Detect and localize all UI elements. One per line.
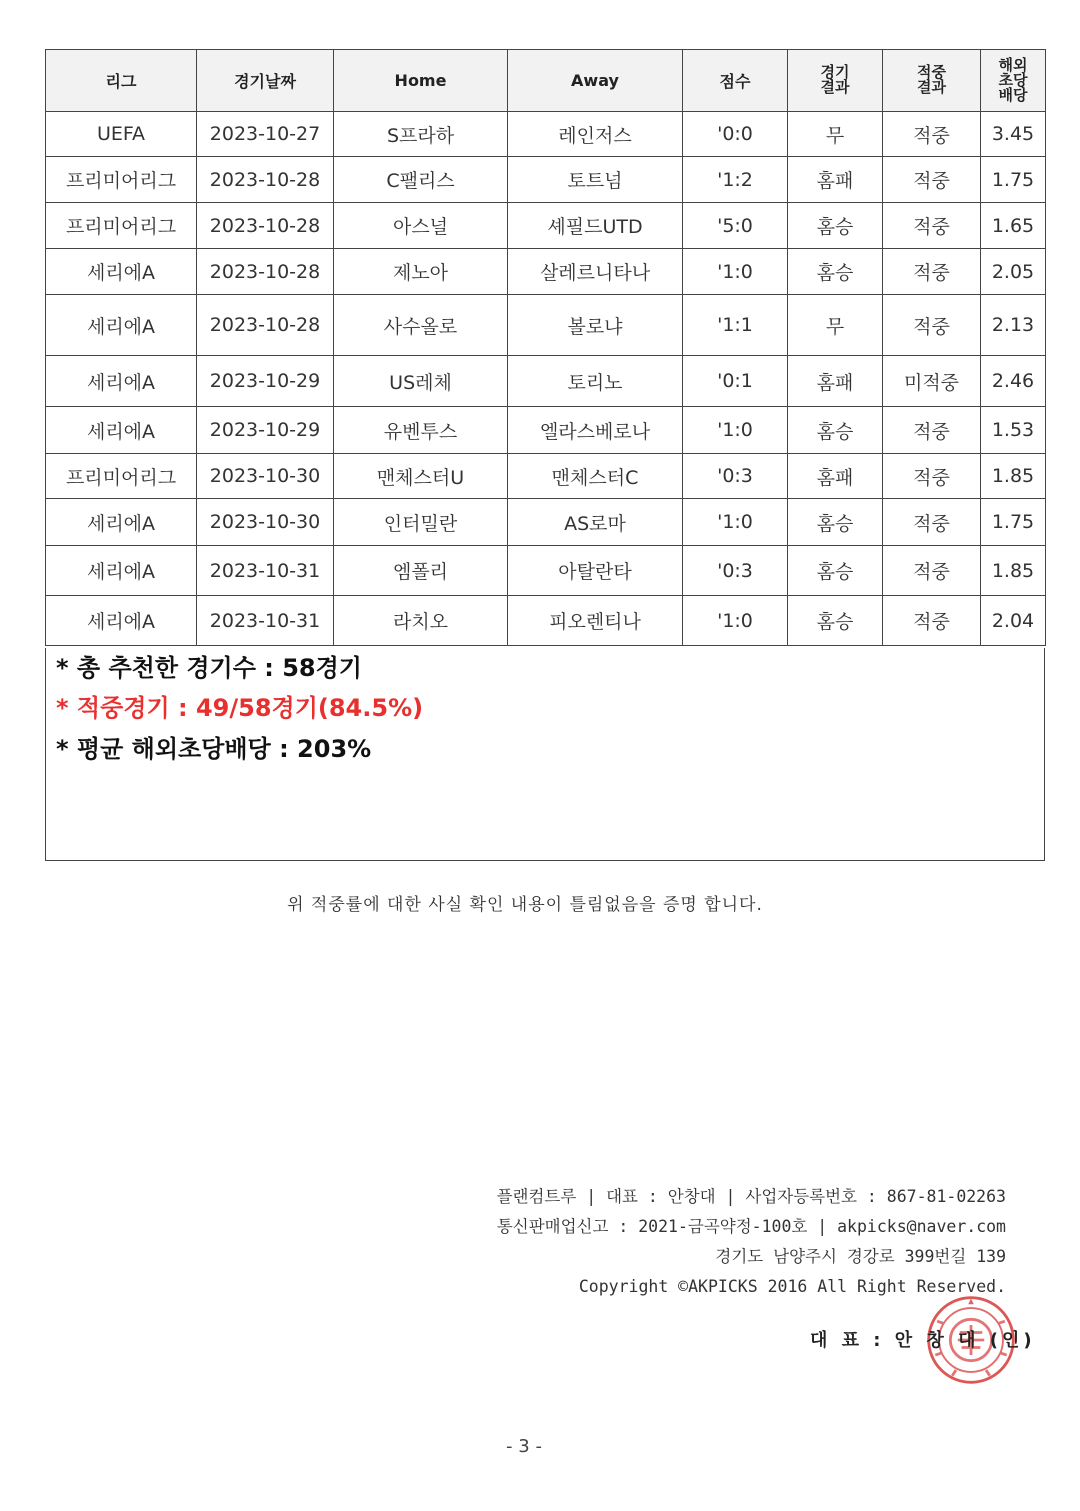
footer-line-registration: 통신판매업신고 : 2021-금곡약정-100호 | akpicks@naver.com	[496, 1217, 1006, 1236]
cell-result: 홈승	[788, 407, 883, 454]
table-row	[46, 407, 1046, 454]
header-league: 리그	[46, 50, 197, 112]
cell-away: 살레르니타나	[508, 249, 683, 295]
header-hit-result-line2: 결과	[917, 78, 946, 96]
table-row	[46, 157, 1046, 203]
cell-date: 2023-10-31	[197, 546, 334, 596]
header-odds-line2: 초당	[998, 70, 1028, 89]
cell-home: 라치오	[334, 596, 508, 646]
header-away: Away	[508, 50, 683, 112]
cell-away: 아탈란타	[508, 546, 683, 596]
certification-statement: 위 적중률에 대한 사실 확인 내용이 틀림없음을 증명 합니다.	[287, 895, 763, 915]
summary-total-games: * 총 추천한 경기수 : 58경기	[56, 654, 362, 682]
cell-away: 셰필드UTD	[508, 203, 683, 249]
header-match-result-line1: 경기	[820, 63, 850, 81]
cell-score: '0:3	[683, 454, 788, 499]
table-row	[46, 295, 1046, 356]
cell-home: C팰리스	[334, 157, 508, 203]
header-odds-line3: 배당	[998, 85, 1028, 104]
cell-home: 엠폴리	[334, 546, 508, 596]
cell-date: 2023-10-29	[197, 407, 334, 454]
cell-date: 2023-10-28	[197, 157, 334, 203]
cell-score: '1:2	[683, 157, 788, 203]
cell-hit: 적중	[883, 249, 981, 295]
table-row	[46, 249, 1046, 295]
header-hit-result	[883, 50, 981, 112]
cell-result: 홈승	[788, 499, 883, 546]
cell-date: 2023-10-27	[197, 112, 334, 157]
cell-odds: 1.53	[981, 407, 1046, 454]
cell-date: 2023-10-28	[197, 249, 334, 295]
header-score: 점수	[683, 50, 788, 112]
cell-league: UEFA	[46, 112, 197, 157]
footer-line-address: 경기도 남양주시 경강로 399번길 139	[715, 1247, 1006, 1266]
cell-result: 홈승	[788, 546, 883, 596]
cell-date: 2023-10-30	[197, 499, 334, 546]
cell-score: '1:0	[683, 596, 788, 646]
cell-odds: 1.65	[981, 203, 1046, 249]
header-odds-line1: 해외	[998, 55, 1028, 74]
cell-result: 홈승	[788, 203, 883, 249]
cell-league: 세리에A	[46, 295, 197, 356]
header-hit-result-line1: 적중	[917, 63, 946, 81]
header-match-result-line2: 결과	[820, 78, 850, 96]
cell-away: 엘라스베로나	[508, 407, 683, 454]
cell-score: '0:0	[683, 112, 788, 157]
cell-league: 프리미어리그	[46, 203, 197, 249]
footer-line-company: 플랜컴트루 | 대표 : 안창대 | 사업자등록번호 : 867-81-02263	[496, 1187, 1006, 1206]
cell-home: US레체	[334, 356, 508, 407]
cell-home: 아스널	[334, 203, 508, 249]
cell-date: 2023-10-29	[197, 356, 334, 407]
cell-hit: 적중	[883, 203, 981, 249]
table-row	[46, 203, 1046, 249]
cell-hit: 적중	[883, 157, 981, 203]
table-row	[46, 546, 1046, 596]
cell-league: 세리에A	[46, 249, 197, 295]
cell-hit: 적중	[883, 295, 981, 356]
cell-result: 홈승	[788, 596, 883, 646]
cell-away: 볼로냐	[508, 295, 683, 356]
cell-date: 2023-10-28	[197, 203, 334, 249]
cell-score: '1:0	[683, 499, 788, 546]
results-table	[45, 49, 1046, 646]
cell-result: 홈승	[788, 249, 883, 295]
cell-odds: 1.75	[981, 499, 1046, 546]
cell-away: 토트넘	[508, 157, 683, 203]
company-footer	[497, 1182, 1006, 1302]
cell-home: 유벤투스	[334, 407, 508, 454]
cell-odds: 2.13	[981, 295, 1046, 356]
cell-league: 프리미어리그	[46, 157, 197, 203]
cell-score: '1:0	[683, 407, 788, 454]
cell-odds: 1.85	[981, 454, 1046, 499]
footer-line-copyright: Copyright ©AKPICKS 2016 All Right Reserved.	[578, 1277, 1006, 1296]
cell-away: 피오렌티나	[508, 596, 683, 646]
cell-league: 세리에A	[46, 596, 197, 646]
cell-score: '1:0	[683, 249, 788, 295]
cell-league: 세리에A	[46, 546, 197, 596]
cell-odds: 1.75	[981, 157, 1046, 203]
table-row	[46, 596, 1046, 646]
cell-date: 2023-10-30	[197, 454, 334, 499]
cell-hit: 적중	[883, 596, 981, 646]
cell-league: 세리에A	[46, 499, 197, 546]
table-row	[46, 499, 1046, 546]
table-row	[46, 112, 1046, 157]
cell-odds: 2.05	[981, 249, 1046, 295]
cell-date: 2023-10-31	[197, 596, 334, 646]
cell-score: '1:1	[683, 295, 788, 356]
cell-result: 홈패	[788, 157, 883, 203]
table-row	[46, 454, 1046, 499]
summary-average-odds: * 평균 해외초당배당 : 203%	[56, 735, 372, 763]
cell-result: 무	[788, 112, 883, 157]
cell-home: 제노아	[334, 249, 508, 295]
summary-box	[45, 648, 1045, 861]
cell-home: 맨체스터U	[334, 454, 508, 499]
page-number: - 3 -	[506, 1436, 542, 1457]
cell-league: 세리에A	[46, 356, 197, 407]
cell-odds: 2.04	[981, 596, 1046, 646]
cell-hit: 미적중	[883, 356, 981, 407]
cell-league: 세리에A	[46, 407, 197, 454]
cell-hit: 적중	[883, 112, 981, 157]
cell-hit: 적중	[883, 546, 981, 596]
header-date: 경기날짜	[197, 50, 334, 112]
cell-hit: 적중	[883, 407, 981, 454]
cell-away: 맨체스터C	[508, 454, 683, 499]
cell-away: AS로마	[508, 499, 683, 546]
header-home: Home	[334, 50, 508, 112]
cell-hit: 적중	[883, 454, 981, 499]
cell-odds: 3.45	[981, 112, 1046, 157]
cell-result: 무	[788, 295, 883, 356]
table-row	[46, 356, 1046, 407]
cell-date: 2023-10-28	[197, 295, 334, 356]
header-match-result	[788, 50, 883, 112]
cell-league: 프리미어리그	[46, 454, 197, 499]
cell-away: 레인저스	[508, 112, 683, 157]
cell-odds: 2.46	[981, 356, 1046, 407]
cell-home: 사수올로	[334, 295, 508, 356]
representative-signature: 대 표 : 안 창 대 (인)	[810, 1330, 1036, 1351]
cell-result: 홈패	[788, 356, 883, 407]
cell-result: 홈패	[788, 454, 883, 499]
cell-hit: 적중	[883, 499, 981, 546]
cell-home: 인터밀란	[334, 499, 508, 546]
cell-score: '0:1	[683, 356, 788, 407]
table-header-row	[46, 50, 1046, 112]
cell-score: '5:0	[683, 203, 788, 249]
summary-hit-games: * 적중경기 : 49/58경기(84.5%)	[56, 694, 424, 722]
cell-odds: 1.85	[981, 546, 1046, 596]
header-odds	[981, 50, 1046, 112]
cell-away: 토리노	[508, 356, 683, 407]
cell-home: S프라하	[334, 112, 508, 157]
cell-score: '0:3	[683, 546, 788, 596]
